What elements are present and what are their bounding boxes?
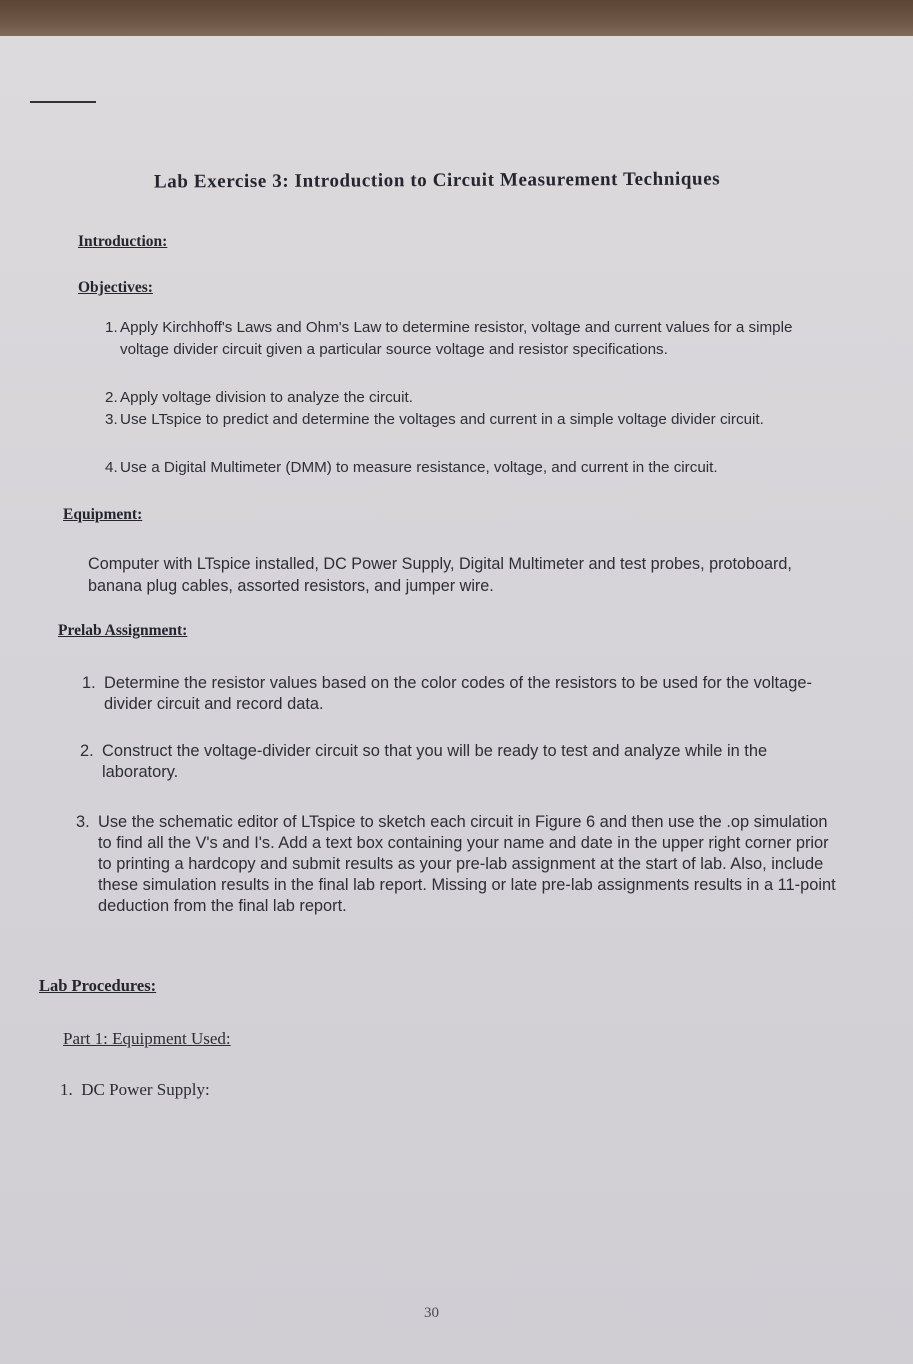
page-number: 30 (424, 1305, 439, 1321)
equipment-text: Computer with LTspice installed, DC Power Supply, Digital Multimeter and test probes, protoboard, banana plug cables, assorted resistors, and jumper wire. (88, 555, 792, 595)
list-item (105, 409, 835, 431)
list-item (82, 673, 839, 715)
item-number: 1. (82, 674, 96, 692)
item-number: 1. (105, 319, 118, 336)
item-text: Determine the resistor values based on the color codes of the resistors to be used for the voltage-divider circuit and record data. (104, 674, 812, 713)
item-text: Apply voltage division to analyze the circuit. (120, 389, 413, 406)
introduction-heading: Introduction: (78, 233, 168, 250)
item-text: Use LTspice to predict and determine the voltages and current in a simple voltage divider circuit. (120, 411, 764, 428)
prelab-heading: Prelab Assignment: (58, 622, 188, 639)
item-number: 4. (105, 459, 118, 476)
list-item (80, 741, 840, 783)
item-number: 2. (105, 389, 118, 406)
item-text: Use a Digital Multimeter (DMM) to measure resistance, voltage, and current in the circuit. (120, 459, 718, 476)
table-background (0, 0, 913, 40)
item-number: 3. (76, 813, 90, 831)
item-text: Apply Kirchhoff's Laws and Ohm's Law to determine resistor, voltage and current values for a simple voltage divider circuit given a particular source voltage and resistor specifications. (120, 319, 793, 358)
item-number: 1. (60, 1080, 73, 1099)
item-number: 3. (105, 411, 118, 428)
list-item (105, 387, 835, 409)
part1-heading: Part 1: Equipment Used: (63, 1029, 231, 1048)
item-text: Construct the voltage-divider circuit so that you will be ready to test and analyze while in the laboratory. (102, 742, 768, 781)
header-rule (30, 101, 96, 103)
item-number: 2. (80, 742, 94, 760)
list-item (105, 317, 835, 361)
dc-power-supply-item (60, 1080, 210, 1100)
page-title: Lab Exercise 3: Introduction to Circuit Measurement Techniques (153, 168, 721, 193)
equipment-heading: Equipment: (63, 506, 143, 523)
lab-procedures-heading: Lab Procedures: (39, 976, 157, 995)
item-text: Use the schematic editor of LTspice to sketch each circuit in Figure 6 and then use the .op simulation to find all the V's and I's. Add a text box containing your name and date in the upper right corner prior to printing a hardcopy and submit results as your pre-lab assignment at the start of lab. Also, include these simulation results in the final lab report. Missing or late pre-lab assignments results in a 11-point deduction from the final lab report. (98, 813, 836, 915)
item-text: DC Power Supply: (81, 1080, 210, 1099)
objectives-heading: Objectives: (78, 279, 153, 296)
list-item (76, 812, 840, 917)
list-item (105, 457, 845, 479)
